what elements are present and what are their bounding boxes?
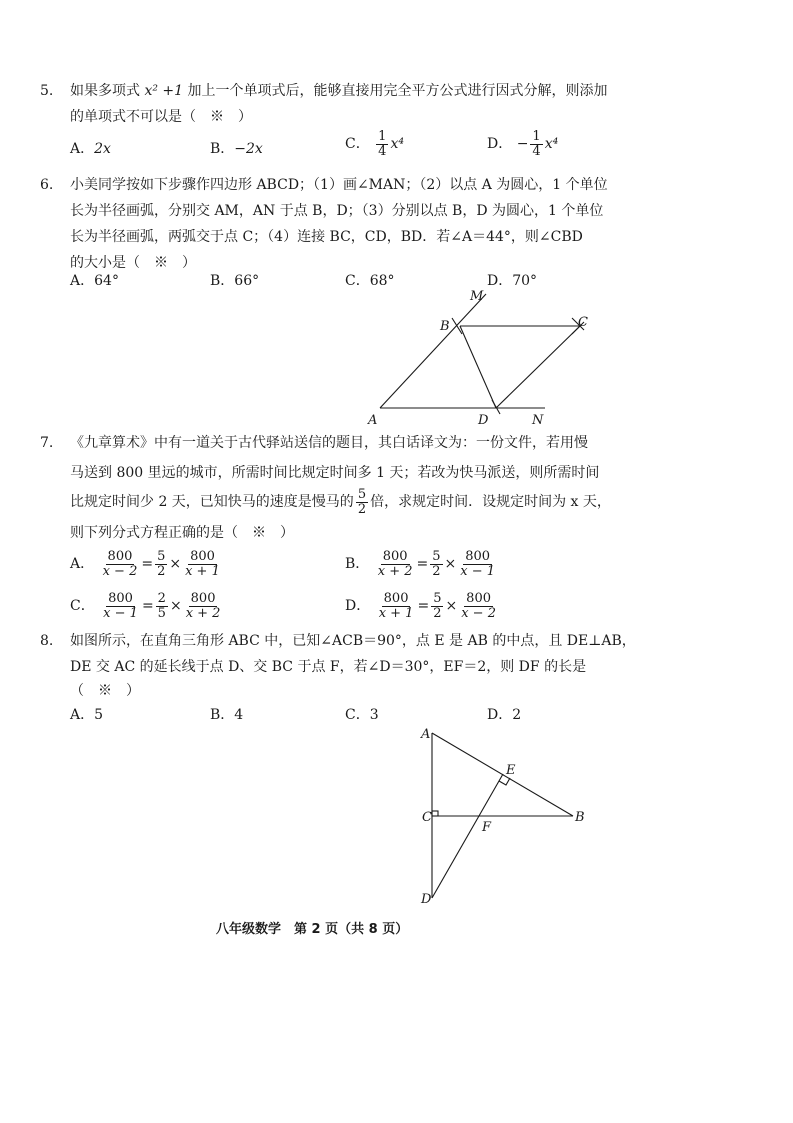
q5-number: 5.: [40, 83, 54, 99]
q8-stem-line: DE 交 AC 的延长线于点 D、交 BC 于点 F，若∠D＝30°，EF＝2，则 DF 的长是: [70, 659, 587, 675]
q5-option-a: [70, 138, 111, 158]
label-F: F: [482, 820, 492, 835]
q6-stem-line: 长为半径画弧，分别交 AM，AN 于点 B，D；（3）分别以点 B，D 为圆心，1 个单位: [70, 203, 604, 219]
option-term: x⁴: [544, 136, 559, 153]
q8-option-d: D．2: [487, 707, 522, 723]
segment-DE: [432, 774, 503, 898]
option-text: 2x: [94, 141, 111, 157]
q7-option-b: B． $\frac{800}{x + 2}$ = $\frac{5}{2}$ × $\frac{800}{x - 1}$: [345, 549, 496, 579]
right-angle-C: [432, 811, 438, 816]
option-label: D．: [487, 136, 513, 153]
fraction: $\frac{1}{4}$: [532, 129, 541, 159]
segment-BD: [460, 326, 496, 408]
option-label: A．: [70, 141, 95, 157]
q7-number: 7.: [40, 435, 54, 451]
minus-sign: −: [516, 136, 529, 153]
label-A: A: [368, 413, 378, 428]
fraction: $\frac{1}{4}$: [378, 129, 387, 159]
segment-DC: [496, 326, 580, 408]
q6-option-d: D．70°: [487, 273, 538, 289]
q6-figure: [360, 285, 600, 430]
label-M: M: [470, 289, 484, 304]
label-B: B: [440, 319, 450, 334]
q6-stem-line: 小美同学按如下步骤作四边形 ABCD；（1）画∠MAN；（2）以点 A 为圆心，1 个单位: [70, 177, 608, 193]
option-text: −2x: [234, 141, 263, 157]
option-label: C．: [345, 136, 370, 153]
q7-stem-line: 马送到 800 里远的城市，所需时间比规定时间多 1 天；若改为快马派送，则所需时间: [70, 465, 600, 481]
q6-stem-line: 的大小是（ ※ ）: [70, 255, 196, 271]
q5-option-b: [210, 138, 263, 158]
q8-figure: [410, 722, 600, 910]
q8-option-c: C．3: [345, 707, 379, 723]
label-B: B: [575, 810, 585, 825]
q5-option-c: [345, 130, 404, 158]
q7-stem-line: 《九章算术》中有一道关于古代驿站送信的题目，其白话译文为：一份文件，若用慢: [70, 435, 588, 451]
q8-stem-line: （ ※ ）: [70, 683, 140, 699]
q8-number: 8.: [40, 633, 54, 649]
q5-stem-part: 加上一个单项式后，能够直接用完全平方公式进行因式分解，则添加: [187, 83, 608, 99]
ratio-fraction: $\frac{5}{2}$: [357, 487, 367, 517]
ray-AM: [380, 294, 486, 408]
label-C: C: [578, 315, 588, 330]
q5-polynomial: x² +1: [144, 83, 184, 99]
q6-option-c: C．68°: [345, 273, 395, 289]
q6-number: 6.: [40, 177, 54, 193]
label-N: N: [532, 413, 544, 428]
q8-stem-line: 如图所示，在直角三角形 ABC 中，已知∠ACB＝90°，点 E 是 AB 的中点，且 DE⊥AB，: [70, 633, 636, 649]
q5-option-d: [487, 130, 558, 158]
q7-stem-line: 则下列分式方程正确的是（ ※ ）: [70, 525, 294, 541]
option-term: x⁴: [390, 136, 404, 153]
stem-part: 比规定时间少 2 天，已知快马的速度是慢马的: [70, 494, 354, 511]
q8-option-a: A．5: [70, 707, 104, 723]
label-C: C: [422, 810, 432, 825]
q7-stem-line3: [70, 488, 611, 516]
q8-option-b: B．4: [210, 707, 244, 723]
q7-option-a: A． $\frac{800}{x - 2}$ = $\frac{5}{2}$ × $\frac{800}{x + 1}$: [70, 549, 220, 579]
q5-stem-line1: [70, 78, 608, 104]
option-label: B．: [210, 141, 235, 157]
q6-stem-line: 长为半径画弧，两弧交于点 C；（4）连接 BC，CD，BD．若∠A＝44°，则∠CBD: [70, 229, 583, 245]
q5-stem-part: 如果多项式: [70, 83, 140, 99]
page-footer: 八年级数学 第 2 页（共 8 页）: [216, 922, 409, 937]
q7-option-c: C． $\frac{800}{x - 1}$ = $\frac{2}{5}$ × $\frac{800}{x + 2}$: [70, 591, 221, 621]
label-E: E: [506, 763, 516, 778]
label-D: D: [421, 892, 432, 907]
stem-part: 倍，求规定时间．设规定时间为 x 天，: [370, 494, 611, 511]
label-D: D: [478, 413, 489, 428]
q7-option-d: D． $\frac{800}{x + 1}$ = $\frac{5}{2}$ × $\frac{800}{x - 2}$: [345, 591, 496, 621]
q6-option-b: B．66°: [210, 273, 260, 289]
arc-mark-D: [492, 400, 500, 414]
q6-option-a: A．64°: [70, 273, 119, 289]
q5-stem-line2: 的单项式不可以是（ ※ ）: [70, 109, 252, 125]
label-A: A: [421, 727, 431, 742]
